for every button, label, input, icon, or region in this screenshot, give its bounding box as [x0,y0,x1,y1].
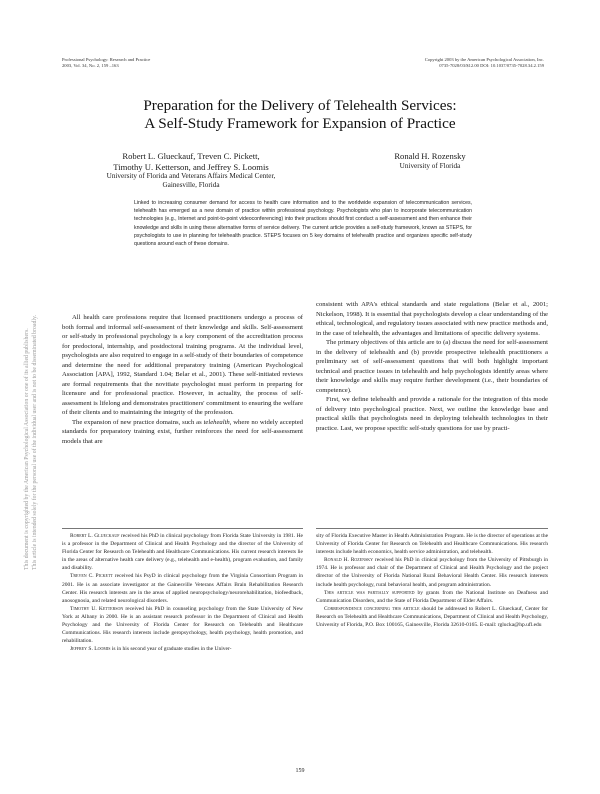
author-notes-left [62,532,303,653]
page-number: 159 [295,768,305,774]
author-names-1: Robert L. Glueckauf, Treven C. Pickett, [122,151,260,161]
author-note: Robert L. Glueckauf received his PhD in clinical psychology from Florida State University in 1981. He is a professor in the Department of Clinical and Health Psychology and the director of the University of Florida Center for Research on Telehealth and Healthcare Communications. His current research interests lie in the areas of alternative health care delivery (e.g., telehealth and e-health), program evaluation, and family and disability. [62,533,303,572]
author-affiliation-1: University of Florida and Veterans Affairs Medical Center, [106,172,276,181]
author-note: Timothy U. Ketterson received his PhD in counseling psychology from the State University of New York at Albany in 2000. He is an assistant research professor in the Department of Clinical and Health Psychology and the University of Florida Center for Research on Telehealth and Healthcare Communications. His research interests include geropsychology, health psychology, health promotion, and rehabilitation. [62,605,303,645]
author-block-right [336,151,524,171]
body-paragraph: All health care professions require that licensed practitioners undergo a process of both formal and informal self-assessment of their knowledge and skills. Self-assessment or self-study in professional psychology is a key component of the accreditation process for predoctoral, internship, and postdoctoral training programs. At the individual level, psychologists are also required to engage in a self-study of their boundaries of competence and determine the need for additional preparatory training (American Psychological Association [APA], 1992, Standard 1.04; Belar et al., 2001). These self-initiated reviews are formal requirements that the novitiate psychologist must perform in preparing for licensure and for professional practice. However, in actuality, the process of self-assessment is lifelong and demonstrates practitioners' commitment to ensuring the welfare of their clients and to maintaining the integrity of the profession. [62,314,304,416]
copyright-header [294,57,544,69]
author-names-2: Timothy U. Ketterson, and Jeffrey S. Loomis [113,161,269,172]
body-paragraph: The expansion of new practice domains, such as telehealth, where no widely accepted standards for preparatory training exist, further reinforces the need for self-assessment models that are [62,418,303,445]
author-note: Jeffrey S. Loomis is in his second year of graduate studies in the Univer- [70,646,232,653]
author-note: Treven C. Pickett received his PsyD in clinical psychology from the Virginia Consortium Program in 2001. He is an associate investigator at the Gainesville Veterans Affairs Brain Rehabilitation Research Center. His research interests are in the areas of applied neuropsychology/neurorehabilitation, biofeedback, anosognosia, and related neurological disorders. [62,573,303,604]
journal-name: Professional Psychology: Research and Practice [62,57,151,62]
author-note: Ronald H. Rozensky received his PhD in clinical psychology from the University of Pittsburgh in 1974. He is professor and chair of the Department of Clinical and Health Psychology and the project director of the University of Florida National Rural Behavioral Health Center. His research interests include health psychology, rural behavioral health, and program administration. [316,557,548,588]
abstract: Linked to increasing consumer demand for access to health care information and to the worldwide expansion of telecommunication services, telehealth has emerged as a new domain of practice within professional psychology. Psychologists who plan to incorporate telecommunication technologies (e.g., Internet and point-to-point videoconferencing) into their practices should first conduct a self-assessment and then enhance their knowledge and skills in using these alternative forms of service delivery. The current article provides a self-study framework, known as STEPS, for psychologists to use in planning for telehealth practice. STEPS focuses on 5 key domains of telehealth practice and organizes specific self-study questions around each of these domains. [134,200,472,248]
side-notice-line-2: This article is intended solely for the personal use of the individual user and is not to be disseminated broadly. [32,315,38,570]
article-title [0,97,600,133]
body-paragraph: The primary objectives of this article are to (a) discuss the need for self-assessment in the delivery of telehealth and (b) provide prospective telehealth practitioners a preliminary set of self-assessment questions that will both highlight important technical and practice issues in telehealth and help psychologists identify areas where their knowledge and skills may require further development (i.e., their boundaries of competence). [316,339,548,394]
journal-volume: 2003, Vol. 34, No. 2, 159 –163 [62,63,119,68]
journal-header [62,57,282,69]
author-affiliation-rozensky: University of Florida [399,161,461,170]
title-line-2: A Self-Study Framework for Expansion of Practice [144,115,456,132]
author-affiliation-2: Gainesville, Florida [162,181,220,190]
author-block-left [62,151,320,191]
side-copyright-notice [24,315,40,570]
emphasis-term: telehealth [203,418,230,426]
footnote-divider-left [62,528,303,529]
author-notes-right [316,532,548,629]
title-line-1: Preparation for the Delivery of Telehealth Services: [143,97,457,114]
body-paragraph: consistent with APA's ethical standards and state regulations (Belar et al., 2001; Nickelson, 1998). It is essential that psychologists develop a clear understanding of the ethical, technological, and regulatory issues associated with new practice methods and, in the case of telehealth, the advantages and limitations of specific delivery systems. [316,301,548,337]
side-notice-line-1: This document is copyrighted by the American Psychological Association or one of its allied publishers. [24,328,30,570]
body-paragraph: First, we define telehealth and provide a rationale for the integration of this mode of delivery into psychological practice. Next, we outline the knowledge base and practical skills that psychologists need in deploying telehealth technologies in their practice. Last, we propose specific self-study questions for use by practi- [316,396,548,432]
author-name-rozensky: Ronald H. Rozensky [394,151,466,161]
author-note: sity of Florida Executive Master in Health Administration Program. He is the director of operations at the University of Florida Center for Research on Telehealth and Healthcare Communications. His research interests include health economics, health service administration, and telehealth. [316,533,549,556]
footnote-divider-right [316,528,548,529]
doi-line: 0735-7028/03/$12.00 DOI: 10.1037/0735-7028.34.2.159 [439,63,544,68]
author-note: This article was partially supported by grants from the National Institute on Deafness and Communication Disorders, and the State of Florida Department of Elder Affairs. [316,589,549,604]
correspondence-note: Correspondence concerning this article should be addressed to Robert L. Glueckauf, Center for Research on Telehealth and Healthcare Communications, Department of Clinical and Health Psychology, University of Florida, P.O. Box 100165, Gainesville, Florida 32610-0165. E-mail: rglucka@hp.ufl.edu [316,605,549,629]
copyright-notice: Copyright 2003 by the American Psychological Association, Inc. [424,57,544,62]
body-column-right [316,300,548,433]
body-column-left [62,313,303,446]
